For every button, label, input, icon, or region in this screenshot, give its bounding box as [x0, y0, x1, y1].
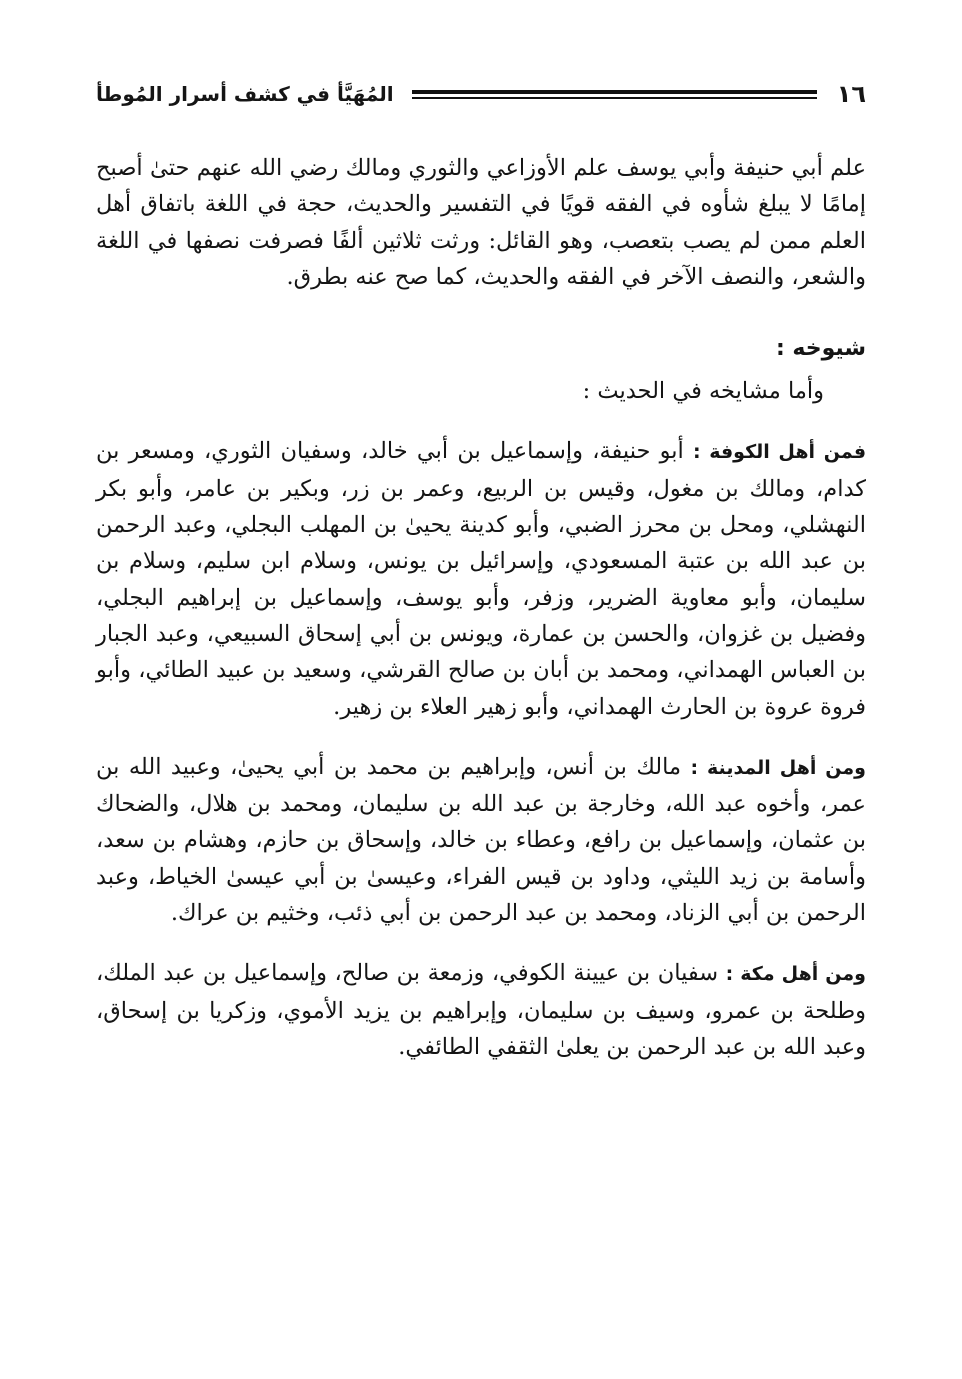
teachers-kufa-paragraph [96, 433, 866, 724]
section-intro: وأما مشايخه في الحديث : [582, 378, 824, 405]
makkah-text: سفيان بن عيينة الكوفي، وزمعة بن صالح، وإسماعيل بن عبد الملك، وطلحة بن عمرو، وسيف بن سليمان، وإبراهيم بن يزيد الأموي، وزكريا بن إسحاق، وعبد الله بن عبد الرحمن بن يعلىٰ الثقفي الطائفي. [96, 960, 866, 1060]
running-header [96, 70, 866, 118]
madina-lead: ومن أهل المدينة : [690, 756, 866, 779]
kufa-lead: فمن أهل الكوفة : [692, 441, 867, 464]
page-body [96, 150, 866, 1065]
teachers-makkah-paragraph [96, 955, 866, 1065]
madina-text: مالك بن أنس، وإبراهيم بن محمد بن أبي يحيىٰ، وعبيد الله بن عمر، وأخوه عبد الله، وخارجة بن عبد الله بن سليمان، ومحمد بن هلال، والضحاك بن عثمان، وإسماعيل بن رافع، وعطاء بن خالد، وإسحاق بن حازم، وهشام بن سعد، وأسامة بن زيد الليثي، وداود بن قيس الفراء، وعيسىٰ بن أبي عيسىٰ الخياط، وعبد الرحمن بن أبي الزناد، ومحمد بن عبد الرحمن بن أبي ذئب، وخثيم بن عراك. [96, 753, 866, 927]
section-heading: شيوخه : [775, 336, 866, 362]
book-page [96, 70, 866, 1089]
header-rule [412, 90, 817, 99]
teachers-madina-paragraph [96, 749, 866, 931]
page-number: ١٦ [836, 80, 866, 108]
book-title: المُهَيَّأ في كشف أسرار المُوطأ [96, 82, 394, 106]
intro-paragraph: علم أبي حنيفة وأبي يوسف علم الأوزاعي والثوري ومالك رضي الله عنهم حتىٰ أصبح إمامًا لا يبلغ شأوه في الفقه قويًا في التفسير والحديث، حجة في اللغة باتفاق أهل العلم ممن لم يصب بتعصب، وهو القائل: ورثت ثلاثين ألفًا فصرفت نصفها في اللغة والشعر، والنصف الآخر في الفقه والحديث، كما صح عنه بطرق. [96, 155, 866, 290]
kufa-text: أبو حنيفة، وإسماعيل بن أبي خالد، وسفيان الثوري، ومسعر بن كدام، ومالك بن مغول، وقيس بن الربيع، وعمر بن زر، وبكير بن عامر، وأبو بكر النهشلي، ومحل بن محرز الضبي، وأبو كدينة يحيىٰ بن المهلب البجلي، وعبد الرحمن بن عبد الله بن عتبة المسعودي، وإسرائيل بن يونس، وسلام ابن سليم، وسلام بن سليمان، وأبو معاوية الضرير، وزفر، وأبو يوسف، وإسماعيل بن إبراهيم البجلي، وفضيل بن غزوان، والحسن بن عمارة، ويونس بن أبي إسحاق السبيعي، وعبد الجبار بن العباس الهمداني، ومحمد بن أبان بن صالح القرشي، وسعيد بن عبيد الطائي، وأبو فروة عروة بن الحارث الهمداني، وأبو زهير العلاء بن زهير. [96, 438, 866, 720]
makkah-lead: ومن أهل مكة : [725, 963, 866, 986]
